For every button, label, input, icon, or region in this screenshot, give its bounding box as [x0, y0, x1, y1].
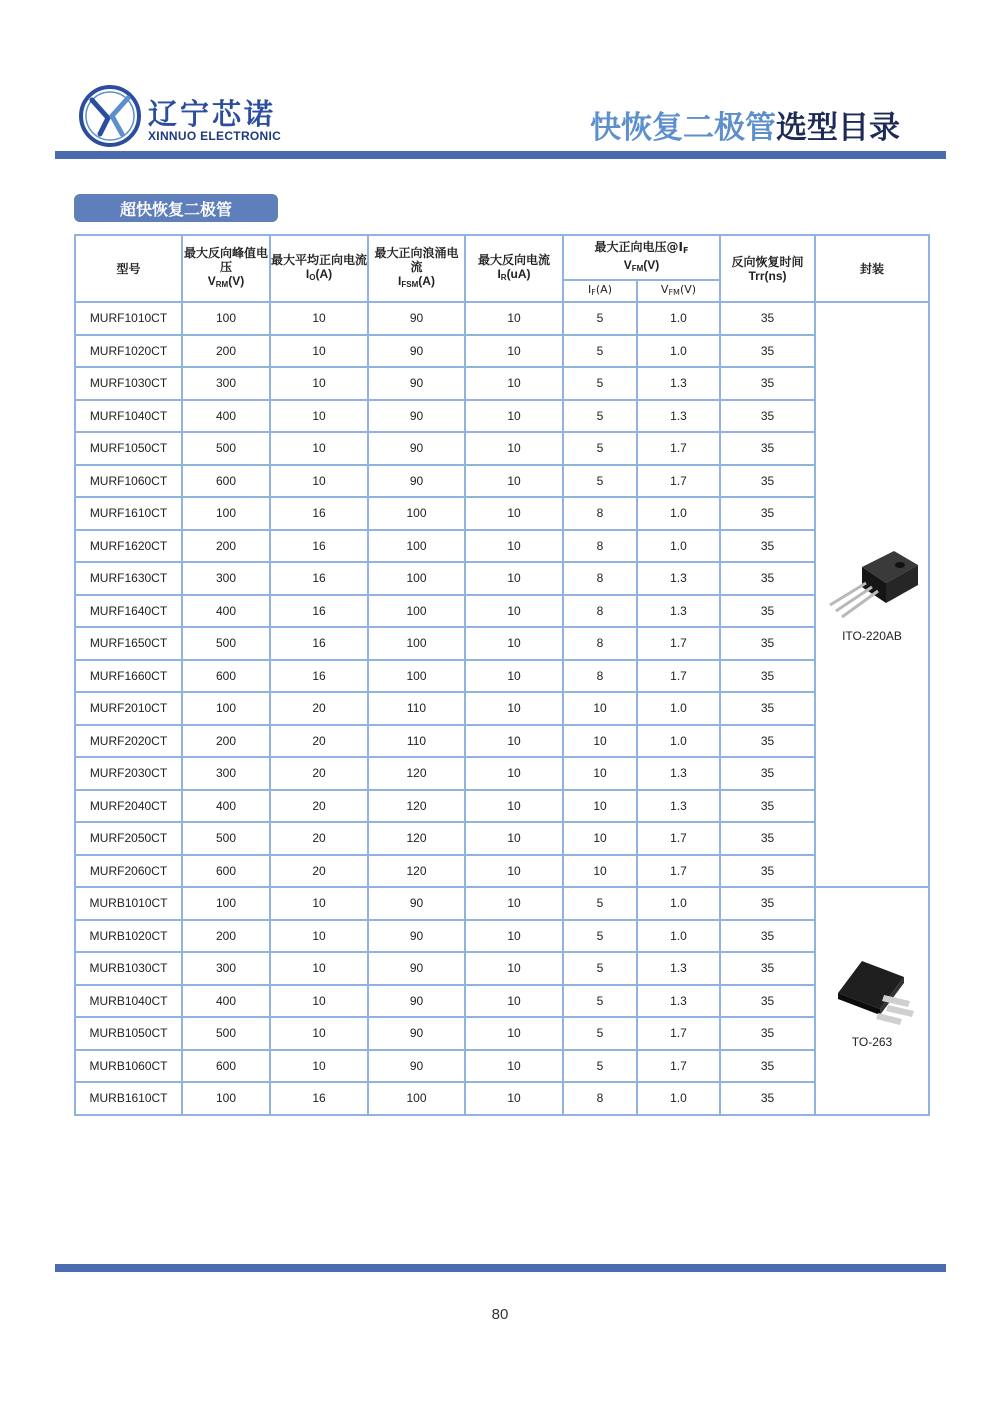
cell-model: MURF1020CT: [75, 335, 182, 368]
cell-ifsm: 90: [368, 985, 465, 1018]
cell-ifsm: 120: [368, 790, 465, 823]
page-title-suffix: 选型目录: [776, 110, 900, 146]
table-row: [75, 400, 929, 433]
cell-vfm: 1.3: [637, 952, 720, 985]
spec-table-body: [75, 302, 929, 1115]
package-cell: [815, 302, 929, 887]
table-row: [75, 692, 929, 725]
cell-if: 5: [563, 985, 637, 1018]
cell-ifsm: 90: [368, 465, 465, 498]
cell-io: 20: [270, 822, 368, 855]
cell-trr: 35: [720, 757, 815, 790]
cell-io: 10: [270, 985, 368, 1018]
header-vrrm: [182, 235, 270, 302]
cell-vrrm: 500: [182, 1017, 270, 1050]
cell-vrrm: 600: [182, 1050, 270, 1083]
table-row: [75, 725, 929, 758]
cell-ir: 10: [465, 400, 563, 433]
cell-if: 5: [563, 920, 637, 953]
cell-io: 10: [270, 1017, 368, 1050]
table-row: [75, 1082, 929, 1115]
cell-model: MURF1610CT: [75, 497, 182, 530]
cell-ir: 10: [465, 465, 563, 498]
cell-ifsm: 90: [368, 302, 465, 335]
header-io-label: 最大平均正向电流: [271, 252, 368, 267]
package-label: ITO-220AB: [842, 628, 902, 643]
spec-table: [74, 234, 930, 1116]
brand-name-en: XINNUO ELECTRONIC: [148, 129, 282, 143]
table-row: [75, 822, 929, 855]
cell-vrrm: 300: [182, 562, 270, 595]
table-row: [75, 920, 929, 953]
header-trr: [720, 235, 815, 302]
header-io: [270, 235, 368, 302]
cell-if: 10: [563, 822, 637, 855]
table-row: [75, 530, 929, 563]
cell-io: 10: [270, 465, 368, 498]
cell-model: MURF1040CT: [75, 400, 182, 433]
cell-model: MURF1650CT: [75, 627, 182, 660]
cell-if: 8: [563, 660, 637, 693]
cell-vfm: 1.0: [637, 530, 720, 563]
cell-io: 10: [270, 432, 368, 465]
cell-vfm: 1.7: [637, 465, 720, 498]
cell-ir: 10: [465, 790, 563, 823]
cell-if: 10: [563, 757, 637, 790]
cell-ir: 10: [465, 627, 563, 660]
table-row: [75, 887, 929, 920]
header-vf-unit: $V_{FM}(V)$: [623, 257, 660, 273]
cell-model: MURF1640CT: [75, 595, 182, 628]
cell-io: 16: [270, 530, 368, 563]
table-row: [75, 465, 929, 498]
cell-io: 20: [270, 692, 368, 725]
cell-io: 16: [270, 627, 368, 660]
cell-vfm: 1.7: [637, 1050, 720, 1083]
cell-vfm: 1.0: [637, 920, 720, 953]
table-row: [75, 855, 929, 888]
to220-package-icon: [822, 547, 922, 627]
table-row: [75, 562, 929, 595]
cell-ifsm: 110: [368, 725, 465, 758]
cell-model: MURB1030CT: [75, 952, 182, 985]
cell-ifsm: 100: [368, 627, 465, 660]
cell-if: 5: [563, 302, 637, 335]
cell-io: 16: [270, 595, 368, 628]
table-row: [75, 1050, 929, 1083]
cell-ir: 10: [465, 692, 563, 725]
cell-ifsm: 90: [368, 887, 465, 920]
cell-vfm: 1.0: [637, 692, 720, 725]
cell-vrrm: 100: [182, 887, 270, 920]
cell-ifsm: 100: [368, 562, 465, 595]
cell-vfm: 1.3: [637, 400, 720, 433]
cell-ir: 10: [465, 562, 563, 595]
cell-vfm: 1.7: [637, 660, 720, 693]
cell-ir: 10: [465, 367, 563, 400]
page-title-highlight: 快恢复二极管: [590, 110, 776, 146]
header-ir-unit: $I_R(uA)$: [497, 266, 531, 282]
header-trr-label: 反向恢复时间: [731, 254, 804, 269]
cell-if: 8: [563, 530, 637, 563]
cell-model: MURF1630CT: [75, 562, 182, 595]
cell-vrrm: 500: [182, 822, 270, 855]
table-row: [75, 952, 929, 985]
cell-if: 8: [563, 562, 637, 595]
table-row: [75, 660, 929, 693]
cell-model: MURF1060CT: [75, 465, 182, 498]
cell-io: 16: [270, 562, 368, 595]
cell-ifsm: 100: [368, 1082, 465, 1115]
cell-ir: 10: [465, 530, 563, 563]
cell-trr: 35: [720, 952, 815, 985]
package-cell: [815, 887, 929, 1115]
cell-vrrm: 500: [182, 627, 270, 660]
header-package: 封装: [815, 235, 929, 302]
cell-if: 8: [563, 627, 637, 660]
cell-if: 5: [563, 952, 637, 985]
cell-ir: 10: [465, 660, 563, 693]
cell-model: MURB1040CT: [75, 985, 182, 1018]
cell-vfm: 1.7: [637, 432, 720, 465]
cell-ifsm: 120: [368, 757, 465, 790]
cell-model: MURF1030CT: [75, 367, 182, 400]
cell-ir: 10: [465, 302, 563, 335]
cell-model: MURF1010CT: [75, 302, 182, 335]
to263-package-icon: [822, 953, 922, 1033]
cell-io: 20: [270, 757, 368, 790]
cell-vfm: 1.0: [637, 1082, 720, 1115]
cell-trr: 35: [720, 1050, 815, 1083]
footer-divider: [55, 1264, 946, 1272]
header-ifsm-unit: $I_{FSM}(A)$: [398, 273, 435, 289]
cell-ir: 10: [465, 1082, 563, 1115]
page-number: 80: [491, 1306, 509, 1323]
header-io-unit: $I_O(A)$: [305, 266, 333, 282]
cell-if: 5: [563, 1017, 637, 1050]
package-label: TO-263: [851, 1034, 893, 1049]
header-ifsm: [368, 235, 465, 302]
cell-ifsm: 100: [368, 660, 465, 693]
cell-trr: 35: [720, 367, 815, 400]
cell-if: 10: [563, 855, 637, 888]
cell-ifsm: 100: [368, 497, 465, 530]
header-vrrm-unit: $V_{RM}(V)$: [207, 273, 245, 289]
cell-vrrm: 300: [182, 757, 270, 790]
cell-if: 10: [563, 725, 637, 758]
cell-if: 8: [563, 1082, 637, 1115]
cell-io: 16: [270, 497, 368, 530]
cell-trr: 35: [720, 530, 815, 563]
table-row: [75, 1017, 929, 1050]
cell-vrrm: 100: [182, 497, 270, 530]
header-vf: [563, 235, 720, 280]
cell-io: 10: [270, 952, 368, 985]
cell-vrrm: 100: [182, 1082, 270, 1115]
cell-ifsm: 90: [368, 367, 465, 400]
cell-vfm: 1.0: [637, 887, 720, 920]
cell-ir: 10: [465, 432, 563, 465]
cell-model: MURB1010CT: [75, 887, 182, 920]
cell-io: 10: [270, 335, 368, 368]
cell-vfm: 1.3: [637, 562, 720, 595]
cell-model: MURF2050CT: [75, 822, 182, 855]
cell-io: 16: [270, 1082, 368, 1115]
cell-ifsm: 90: [368, 1017, 465, 1050]
cell-vrrm: 200: [182, 920, 270, 953]
cell-model: MURF2020CT: [75, 725, 182, 758]
cell-trr: 35: [720, 465, 815, 498]
table-row: [75, 627, 929, 660]
cell-io: 10: [270, 920, 368, 953]
cell-trr: 35: [720, 302, 815, 335]
cell-model: MURF1050CT: [75, 432, 182, 465]
cell-ir: 10: [465, 887, 563, 920]
cell-trr: 35: [720, 1017, 815, 1050]
cell-trr: 35: [720, 822, 815, 855]
header-divider: [55, 151, 946, 159]
cell-trr: 35: [720, 887, 815, 920]
cell-ir: 10: [465, 497, 563, 530]
cell-trr: 35: [720, 725, 815, 758]
cell-ir: 10: [465, 335, 563, 368]
cell-ir: 10: [465, 822, 563, 855]
cell-model: MURF2040CT: [75, 790, 182, 823]
cell-io: 10: [270, 1050, 368, 1083]
brand-name-cn: 辽宁芯诺: [148, 97, 277, 131]
cell-ir: 10: [465, 855, 563, 888]
cell-if: 5: [563, 367, 637, 400]
cell-vrrm: 200: [182, 530, 270, 563]
cell-ir: 10: [465, 985, 563, 1018]
cell-io: 10: [270, 302, 368, 335]
table-row: [75, 335, 929, 368]
cell-trr: 35: [720, 562, 815, 595]
cell-vfm: 1.3: [637, 367, 720, 400]
cell-vfm: 1.7: [637, 822, 720, 855]
cell-vrrm: 400: [182, 790, 270, 823]
header-model: 型号: [75, 235, 182, 302]
table-row: [75, 790, 929, 823]
cell-trr: 35: [720, 660, 815, 693]
cell-ifsm: 100: [368, 530, 465, 563]
cell-io: 10: [270, 887, 368, 920]
cell-ir: 10: [465, 595, 563, 628]
cell-vfm: 1.7: [637, 855, 720, 888]
cell-ifsm: 90: [368, 335, 465, 368]
cell-trr: 35: [720, 627, 815, 660]
cell-if: 5: [563, 400, 637, 433]
cell-trr: 35: [720, 692, 815, 725]
cell-vrrm: 300: [182, 367, 270, 400]
cell-trr: 35: [720, 1082, 815, 1115]
cell-vfm: 1.3: [637, 790, 720, 823]
table-row: [75, 367, 929, 400]
cell-ifsm: 90: [368, 920, 465, 953]
page-title: [590, 102, 900, 147]
header-if-col: $I_F(A)$: [563, 280, 637, 302]
cell-io: 16: [270, 660, 368, 693]
table-row: [75, 595, 929, 628]
cell-ifsm: 90: [368, 952, 465, 985]
cell-model: MURF2030CT: [75, 757, 182, 790]
cell-vrrm: 400: [182, 595, 270, 628]
header-ir: [465, 235, 563, 302]
cell-ifsm: 120: [368, 855, 465, 888]
cell-ifsm: 90: [368, 1050, 465, 1083]
cell-io: 20: [270, 855, 368, 888]
cell-ifsm: 110: [368, 692, 465, 725]
cell-vrrm: 100: [182, 692, 270, 725]
cell-vfm: 1.0: [637, 302, 720, 335]
cell-vfm: 1.3: [637, 985, 720, 1018]
header-ifsm-label: 最大正向浪涌电流: [374, 245, 459, 274]
cell-ifsm: 120: [368, 822, 465, 855]
cell-vrrm: 400: [182, 985, 270, 1018]
cell-trr: 35: [720, 855, 815, 888]
cell-vrrm: 100: [182, 302, 270, 335]
cell-if: 10: [563, 790, 637, 823]
cell-vfm: 1.7: [637, 1017, 720, 1050]
cell-vrrm: 400: [182, 400, 270, 433]
cell-if: 10: [563, 692, 637, 725]
cell-ifsm: 90: [368, 400, 465, 433]
cell-ifsm: 100: [368, 595, 465, 628]
cell-io: 20: [270, 725, 368, 758]
cell-vfm: 1.0: [637, 497, 720, 530]
cell-vfm: 1.3: [637, 757, 720, 790]
cell-if: 5: [563, 335, 637, 368]
cell-io: 10: [270, 367, 368, 400]
cell-trr: 35: [720, 497, 815, 530]
table-row: [75, 985, 929, 1018]
cell-model: MURF2010CT: [75, 692, 182, 725]
cell-model: MURF2060CT: [75, 855, 182, 888]
cell-trr: 35: [720, 335, 815, 368]
cell-if: 8: [563, 497, 637, 530]
cell-trr: 35: [720, 920, 815, 953]
header-vf-label: 最大正向电压$@I_F$: [594, 239, 689, 255]
cell-vrrm: 200: [182, 725, 270, 758]
cell-vrrm: 500: [182, 432, 270, 465]
table-row: [75, 497, 929, 530]
cell-trr: 35: [720, 985, 815, 1018]
cell-model: MURB1610CT: [75, 1082, 182, 1115]
cell-if: 8: [563, 595, 637, 628]
cell-if: 5: [563, 1050, 637, 1083]
cell-trr: 35: [720, 432, 815, 465]
cell-trr: 35: [720, 595, 815, 628]
cell-vrrm: 600: [182, 465, 270, 498]
header-trr-unit: Trr(ns): [748, 268, 787, 283]
table-row: [75, 757, 929, 790]
table-row: [75, 302, 929, 335]
brand-logo-icon: [78, 84, 142, 148]
cell-ir: 10: [465, 1050, 563, 1083]
cell-trr: 35: [720, 400, 815, 433]
cell-ir: 10: [465, 725, 563, 758]
cell-vfm: 1.7: [637, 627, 720, 660]
cell-ir: 10: [465, 952, 563, 985]
cell-ir: 10: [465, 1017, 563, 1050]
cell-vfm: 1.0: [637, 335, 720, 368]
cell-vrrm: 300: [182, 952, 270, 985]
cell-vrrm: 600: [182, 660, 270, 693]
cell-vfm: 1.0: [637, 725, 720, 758]
header-ir-label: 最大反向电流: [477, 252, 550, 267]
cell-if: 5: [563, 465, 637, 498]
cell-trr: 35: [720, 790, 815, 823]
header-vfm-col: $V_{FM}(V)$: [637, 280, 720, 302]
cell-ir: 10: [465, 920, 563, 953]
cell-vfm: 1.3: [637, 595, 720, 628]
cell-model: MURB1060CT: [75, 1050, 182, 1083]
cell-ifsm: 90: [368, 432, 465, 465]
cell-io: 10: [270, 400, 368, 433]
table-row: [75, 432, 929, 465]
cell-model: MURB1050CT: [75, 1017, 182, 1050]
cell-vrrm: 600: [182, 855, 270, 888]
cell-model: MURB1020CT: [75, 920, 182, 953]
cell-model: MURF1660CT: [75, 660, 182, 693]
cell-model: MURF1620CT: [75, 530, 182, 563]
cell-ir: 10: [465, 757, 563, 790]
cell-if: 5: [563, 432, 637, 465]
header-vrrm-label: 最大反向峰值电压: [183, 245, 268, 274]
cell-vrrm: 200: [182, 335, 270, 368]
cell-if: 5: [563, 887, 637, 920]
cell-io: 20: [270, 790, 368, 823]
section-tab: 超快恢复二极管: [74, 194, 278, 222]
